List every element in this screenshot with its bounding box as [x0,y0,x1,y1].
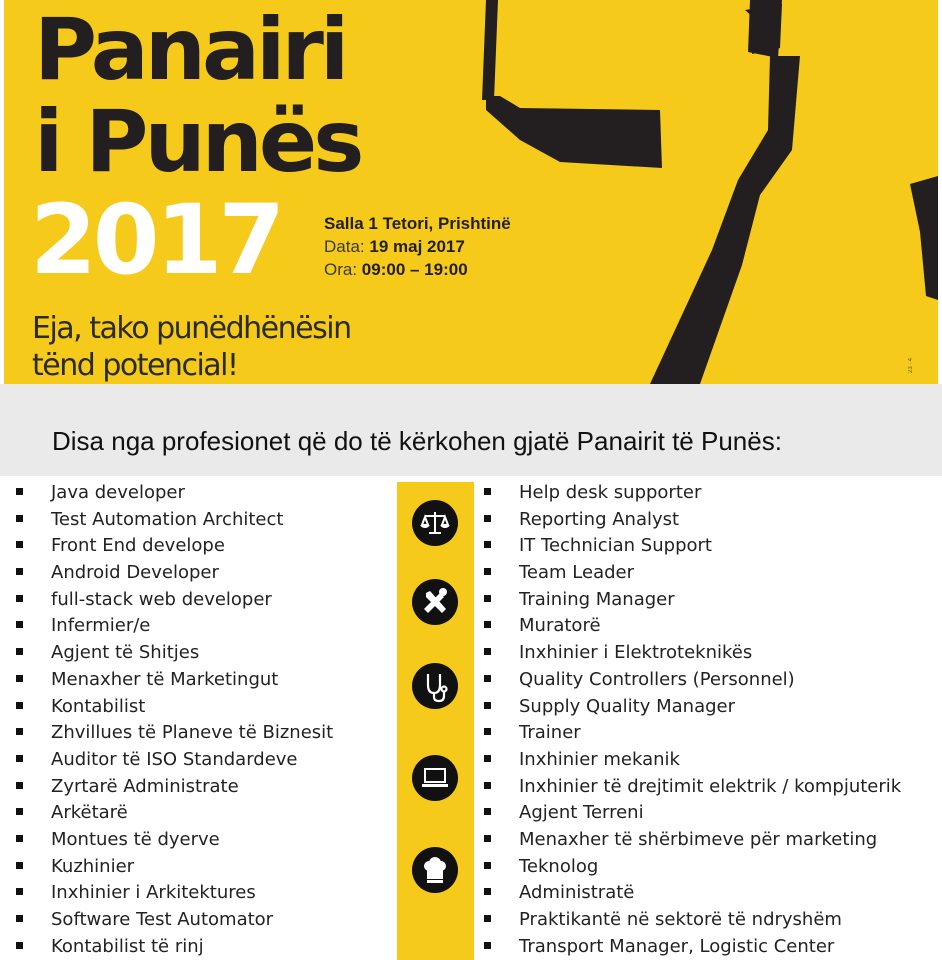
list-item [484,533,934,560]
bullet-marker [484,782,491,789]
profession-label: Test Automation Architect [51,508,284,530]
profession-label: Auditor të ISO Standardeve [51,748,298,770]
profession-label: Quality Controllers (Personnel) [519,668,795,690]
time-value: 09:00 – 19:00 [361,260,468,279]
stethoscope-icon [412,663,458,709]
profession-label: Training Manager [519,588,675,610]
bullet-marker [16,595,23,602]
bullet-marker [484,621,491,628]
list-item [16,774,396,801]
profession-label: Agjent Terreni [519,802,644,824]
profession-label: Muratorë [519,615,601,637]
bullet-marker [16,915,23,922]
bullet-marker [484,808,491,815]
bullet-marker [484,915,491,922]
list-item [484,827,934,854]
figure-stroke-thin [482,0,498,100]
list-item [484,720,934,747]
list-item [484,560,934,587]
profession-label: Software Test Automator [51,909,274,930]
professions-heading: Disa nga profesionet që do të kërkohen gjatë Panairit të Punës: [52,426,782,456]
bullet-marker [484,728,491,735]
bullet-marker [16,862,23,869]
list-item [16,907,396,934]
bullet-marker [16,648,23,655]
list-item [16,640,396,667]
bullet-marker [16,728,23,735]
profession-label: Help desk supporter [519,482,702,503]
list-item [16,747,396,774]
tagline-line-1: Eja, tako punëdhënësin [32,311,351,346]
event-venue: Salla 1 Tetori, Prishtinë [324,214,511,233]
profession-label: Kuzhinier [51,855,135,877]
profession-label: Supply Quality Manager [519,695,735,717]
list-item [484,907,934,934]
bullet-marker [16,675,23,682]
event-info [324,212,511,281]
list-item [16,667,396,694]
professions-list-left [16,480,396,960]
bullet-marker [484,755,491,762]
profession-label: IT Technician Support [519,535,712,557]
title-line-1: Panairi [34,0,346,100]
profession-label: full-stack web developer [51,588,272,610]
list-item [484,774,934,801]
chef-hat-icon [412,847,458,893]
figure-leg [650,56,800,384]
event-title [34,0,361,192]
tagline-line-2: tënd potencial! [32,348,238,383]
bullet-marker [16,782,23,789]
event-year: 2017 [30,184,282,296]
bullet-marker [16,888,23,895]
list-item [484,667,934,694]
list-item [16,880,396,907]
profession-label: Trainer [519,722,581,744]
profession-label: Menaxher të shërbimeve për marketing [519,828,878,850]
bullet-marker [484,595,491,602]
list-item [16,507,396,534]
list-item [484,800,934,827]
bullet-marker [484,568,491,575]
profession-label: Arkëtarë [51,802,128,824]
profession-label: Inxhinier mekanik [519,748,680,770]
profession-label: Montues të dyerve [51,828,220,850]
bullet-marker [484,515,491,522]
profession-label: Praktikantë në sektorë të ndryshëm [519,909,842,930]
bullet-marker [484,835,491,842]
list-item [16,934,396,960]
profession-label: Kontabilist të rinj [51,935,204,957]
event-tagline [32,310,351,384]
tools-icon [412,579,458,625]
profession-label: Team Leader [519,562,635,584]
profession-label: Android Developer [51,562,219,584]
list-item [16,587,396,614]
bullet-marker [16,808,23,815]
professions-heading-band [0,384,942,476]
icon-strip [397,482,474,960]
bullet-marker [16,515,23,522]
bullet-marker [16,702,23,709]
list-item [484,640,934,667]
profession-label: Kontabilist [51,695,146,717]
bullet-marker [484,541,491,548]
list-item [16,694,396,721]
list-item [16,613,396,640]
profession-label: Inxhinier të drejtimit elektrik / kompjuterik [519,775,902,797]
profession-label: Teknolog [519,855,599,877]
bullet-marker [16,568,23,575]
list-item [484,880,934,907]
laptop-icon [412,755,458,801]
bullet-marker [484,488,491,495]
list-item [484,934,934,960]
bullet-marker [484,675,491,682]
list-item [484,507,934,534]
profession-label: Menaxher të Marketingut [51,668,279,690]
profession-label: Java developer [51,482,185,503]
list-item [484,587,934,614]
profession-label: Infermier/e [51,615,151,637]
list-item [16,480,396,507]
list-item [16,533,396,560]
date-label: Data: [324,237,365,256]
bullet-marker [16,541,23,548]
bullet-marker [484,888,491,895]
side-print-mark: 23 ∙ 4 [908,358,914,374]
list-item [484,854,934,881]
list-item [16,854,396,881]
bullet-marker [484,942,491,949]
figure-right-mark [910,176,938,300]
bullet-marker [484,702,491,709]
profession-label: Zhvillues të Planeve të Biznesit [51,722,334,744]
profession-label: Inxhinier i Arkitektures [51,882,256,904]
list-item [16,827,396,854]
profession-label: Transport Manager, Logistic Center [519,935,835,957]
profession-label: Agjent të Shitjes [51,642,200,664]
list-item [484,613,934,640]
bullet-marker [484,648,491,655]
profession-label: Inxhinier i Elektroteknikës [519,642,753,664]
scales-icon [412,500,458,546]
list-item [16,560,396,587]
bullet-marker [16,942,23,949]
figure-arm [486,96,662,168]
date-value: 19 maj 2017 [369,237,465,256]
list-item [16,800,396,827]
title-line-2: i Punës [34,92,361,192]
event-banner [0,0,942,384]
profession-label: Zyrtarë Administrate [51,775,239,797]
bullet-marker [16,835,23,842]
list-item [484,747,934,774]
list-item [484,480,934,507]
professions-list-right [484,480,934,960]
bullet-marker [484,862,491,869]
bullet-marker [16,488,23,495]
bullet-marker [16,755,23,762]
list-item [484,694,934,721]
list-item [16,720,396,747]
time-label: Ora: [324,260,358,279]
bullet-marker [16,621,23,628]
profession-label: Reporting Analyst [519,508,680,530]
profession-label: Front End develope [51,535,225,557]
profession-label: Administratë [519,882,635,904]
